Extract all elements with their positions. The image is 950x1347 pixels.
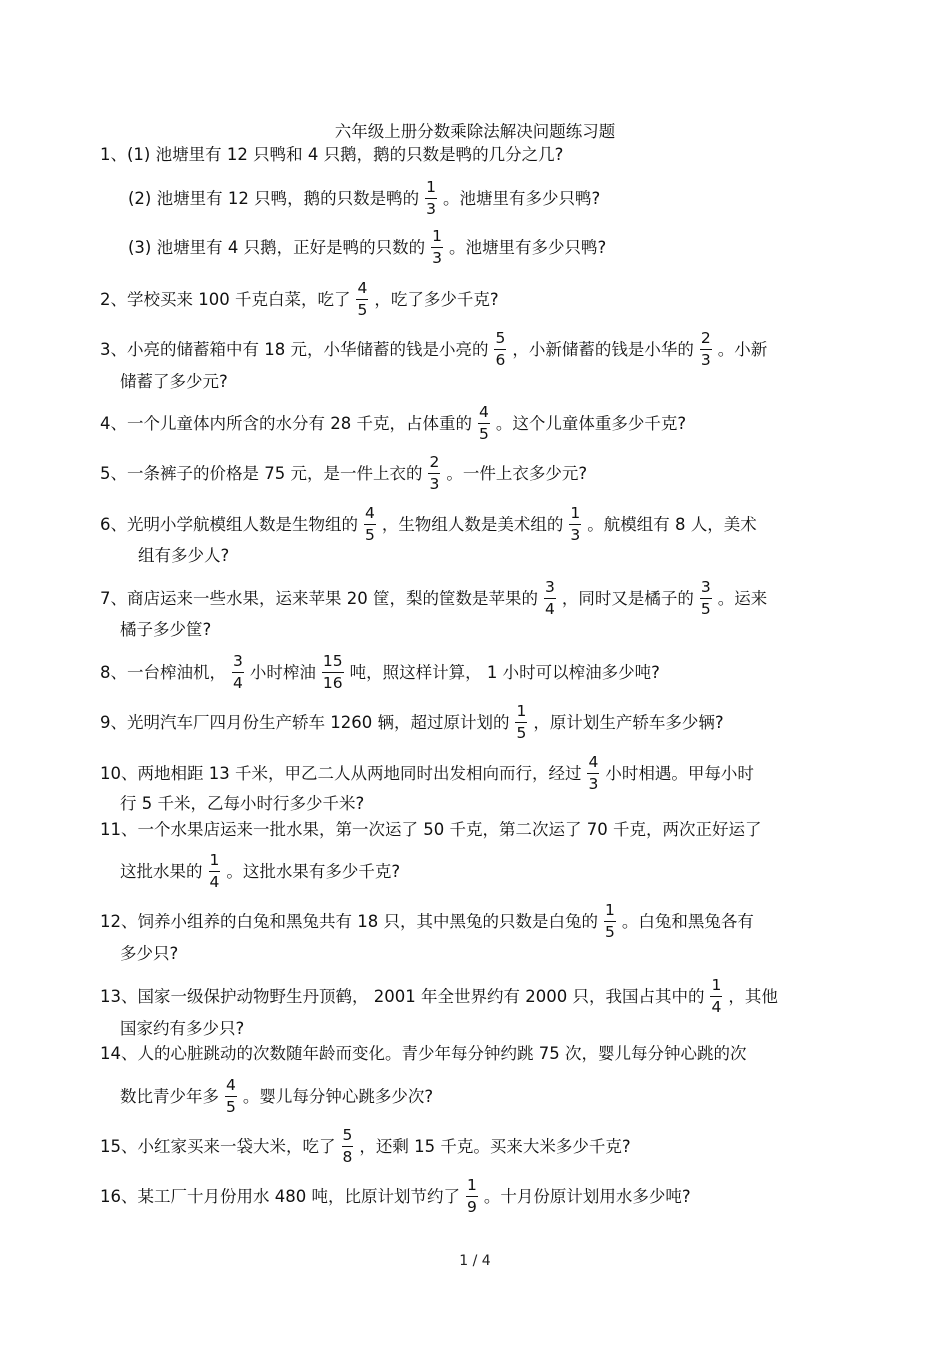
fraction-denominator: 4 [544,599,555,618]
fraction-numerator: 1 [466,1176,477,1194]
fraction-numerator: 15 [322,652,343,670]
page-title: 六年级上册分数乘除法解决问题练习题 [334,122,616,141]
problem-text: 2、学校买来 100 千克白菜，吃了 [100,289,351,309]
fraction-denominator: 5 [226,1097,236,1116]
problem-text: 。运来 [717,588,768,608]
fraction-numerator: 4 [226,1076,236,1094]
fraction [364,506,376,543]
problem-text: 10、两地相距 13 千米，甲乙二人从两地同时出发相向而行，经过 [100,763,582,783]
fraction-numerator: 3 [700,578,711,596]
problem-text: 组有多少人? [138,545,230,565]
problem-text: 11、一个水果店运来一批水果，第一次运了 50 千克，第二次运了 70 千克，两次正好运了 [100,819,762,839]
problem-text: 1、(1) 池塘里有 12 只鸭和 4 只鹅，鹅的只数是鸭的几分之几? [100,144,564,164]
problem-text: ，同时又是橘子的 [561,588,694,608]
fraction-numerator: 5 [342,1126,353,1144]
fraction-denominator: 5 [478,424,489,443]
problem-line [120,853,400,890]
page-number: 1 / 4 [459,1253,491,1269]
fraction-denominator: 3 [588,774,599,793]
fraction-numerator: 1 [711,976,722,994]
fraction [431,229,443,266]
fraction [428,455,440,492]
fraction-numerator: 3 [233,652,243,670]
fraction-denominator: 16 [322,673,343,692]
fraction-numerator: 1 [426,178,436,196]
problem-text: 13、国家一级保护动物野生丹顶鹤， 2001 年全世界约有 2000 只，我国占其中的 [100,986,705,1006]
problem-text: (2) 池塘里有 12 只鸭，鹅的只数是鸭的 [128,188,420,208]
problem-text: 。航模组有 8 人，美术 [587,514,757,534]
fraction-numerator: 4 [365,504,375,522]
fraction-numerator: 1 [570,504,581,522]
fraction-numerator: 1 [516,702,527,720]
problem-line [100,1041,746,1066]
fraction-denominator: 3 [426,199,436,218]
fraction [466,1178,478,1215]
problem-line [100,817,761,842]
problem-text: 9、光明汽车厂四月份生产轿车 1260 辆，超过原计划的 [100,712,510,732]
problem-text: 16、某工厂十月份用水 480 吨，比原计划节约了 [100,1186,460,1206]
problem-text: 行 5 千米，乙每小时行多少千米? [120,793,365,813]
problem-text: ，原计划生产轿车多少辆? [533,712,724,732]
problem-text: (3) 池塘里有 4 只鹅，正好是鸭的只数的 [128,237,426,257]
fraction-denominator: 3 [429,474,440,493]
fraction-denominator: 5 [365,525,375,544]
problem-text: ，小新储蓄的钱是小华的 [512,339,694,359]
problem-line [120,369,228,394]
fraction [569,506,581,543]
fraction-numerator: 4 [588,753,599,771]
fraction-numerator: 2 [700,329,711,347]
problem-line [120,1078,433,1115]
problem-text: 国家约有多少只? [120,1018,245,1038]
fraction-denominator: 5 [604,922,615,941]
problem-line [100,654,660,691]
fraction [604,903,616,940]
problem-text: 数比青少年多 [120,1086,219,1106]
fraction [587,755,599,792]
problem-text: 6、光明小学航模组人数是生物组的 [100,514,358,534]
fraction-denominator: 4 [209,872,220,891]
fraction-numerator: 1 [209,851,220,869]
fraction [232,654,244,691]
problem-text: 这批水果的 [120,861,203,881]
problem-line [100,1178,691,1215]
problem-line [128,180,600,217]
fraction-denominator: 4 [233,673,243,692]
fraction-numerator: 4 [478,403,489,421]
fraction-denominator: 3 [570,525,581,544]
problem-text: 。一件上衣多少元? [446,463,588,483]
fraction [544,580,556,617]
problem-text: 14、人的心脏跳动的次数随年龄而变化。青少年每分钟约跳 75 次，婴儿每分钟心跳的次 [100,1043,747,1063]
fraction-denominator: 6 [495,350,506,369]
problem-text: ，吃了多少千克? [374,289,499,309]
fraction-denominator: 9 [466,1197,477,1216]
fraction-numerator: 2 [429,453,440,471]
fraction-denominator: 5 [700,599,711,618]
problem-line [100,580,767,617]
problem-text: 4、一个儿童体内所含的水分有 28 千克，占体重的 [100,413,472,433]
problem-text: 。白兔和黑兔各有 [621,911,754,931]
problem-text: 小时相遇。甲每小时 [605,763,754,783]
problem-text: 小时榨油 [249,662,316,682]
fraction-numerator: 3 [544,578,555,596]
problem-text: ，生物组人数是美术组的 [381,514,564,534]
problem-text: 。小新 [717,339,768,359]
problem-line [100,704,724,741]
problem-line [138,543,229,568]
fraction [209,853,221,890]
problem-line [100,506,757,543]
fraction-numerator: 1 [604,901,615,919]
fraction-denominator: 4 [711,997,722,1016]
problem-text: 橘子多少筐? [120,619,212,639]
fraction [425,180,437,217]
problem-line [100,405,686,442]
fraction-denominator: 8 [342,1147,353,1166]
fraction-denominator: 5 [357,300,368,319]
fraction [700,331,712,368]
problem-text: 。十月份原计划用水多少吨? [483,1186,691,1206]
problem-line [100,978,778,1015]
problem-text: 吨，照这样计算， 1 小时可以榨油多少吨? [349,662,660,682]
problem-text: 。池塘里有多少只鸭? [448,237,607,257]
problem-text: 。这个儿童体重多少千克? [495,413,687,433]
problem-text: ，还剩 15 千克。买来大米多少千克? [359,1136,631,1156]
fraction [342,1128,354,1165]
problem-text: 。婴儿每分钟心跳多少次? [242,1086,434,1106]
fraction [356,281,368,318]
problem-text: ，其他 [728,986,778,1006]
problem-line [120,1016,244,1041]
problem-line [100,331,767,368]
problem-text: 12、饲养小组养的白兔和黑兔共有 18 只，其中黑兔的只数是白兔的 [100,911,598,931]
fraction [494,331,506,368]
problem-line [100,455,587,492]
fraction [515,704,527,741]
fraction [710,978,722,1015]
fraction [322,654,344,691]
problem-line [100,755,754,792]
fraction-numerator: 4 [357,279,368,297]
fraction-denominator: 3 [432,248,442,267]
fraction [478,405,490,442]
problem-line [100,903,754,940]
fraction-numerator: 5 [495,329,506,347]
problem-text: 多少只? [120,943,179,963]
fraction-numerator: 1 [432,227,442,245]
problem-line [100,142,563,167]
problem-text: 储蓄了多少元? [120,371,228,391]
fraction [700,580,712,617]
problem-text: 5、一条裤子的价格是 75 元，是一件上衣的 [100,463,423,483]
problem-text: 3、小亮的储蓄箱中有 18 元，小华储蓄的钱是小亮的 [100,339,489,359]
fraction-denominator: 3 [700,350,711,369]
fraction [225,1078,237,1115]
problem-line [120,941,178,966]
problem-line [120,791,364,816]
problem-text: 15、小红家买来一袋大米，吃了 [100,1136,336,1156]
problem-text: 。池塘里有多少只鸭? [442,188,601,208]
fraction-denominator: 5 [516,723,527,742]
problem-line [100,1128,631,1165]
problem-text: 7、商店运来一些水果，运来苹果 20 筐，梨的筐数是苹果的 [100,588,538,608]
problem-text: 。这批水果有多少千克? [226,861,401,881]
problem-text: 8、一台榨油机， [100,662,226,682]
problem-line [120,617,211,642]
problem-line [128,229,606,266]
problem-line [100,281,499,318]
